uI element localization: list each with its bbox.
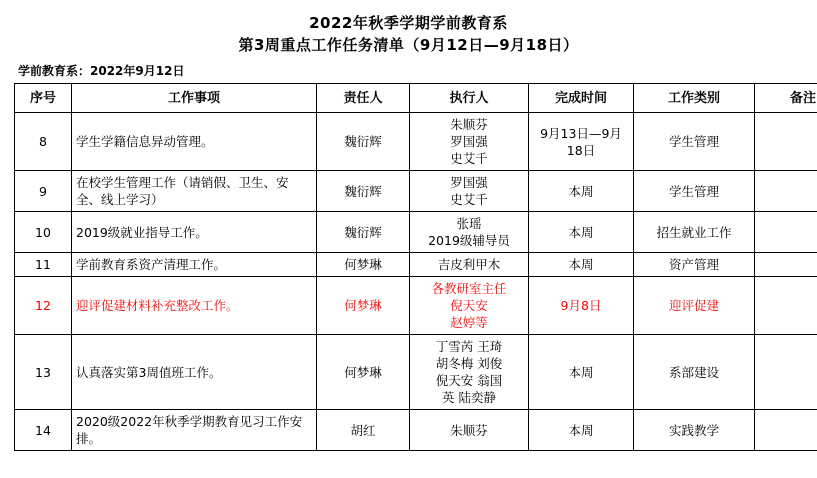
- cell-task: 认真落实第3周值班工作。: [72, 335, 317, 410]
- table-row: [15, 410, 817, 451]
- cell-deadline: 本周: [529, 335, 634, 410]
- cell-deadline: 本周: [529, 253, 634, 277]
- cell-executor: 丁雪芮 王琦 胡冬梅 刘俊 倪天安 翁国 英 陆奕静: [410, 335, 529, 410]
- cell-note: [755, 171, 817, 212]
- column-header-executor: 执行人: [410, 84, 529, 113]
- table-row: [15, 212, 817, 253]
- cell-responsible: 何梦琳: [317, 277, 410, 335]
- cell-responsible: 胡红: [317, 410, 410, 451]
- cell-note: [755, 253, 817, 277]
- cell-seq: 13: [15, 335, 72, 410]
- cell-task: 2019级就业指导工作。: [72, 212, 317, 253]
- cell-category: 迎评促建: [634, 277, 755, 335]
- column-header-task: 工作事项: [72, 84, 317, 113]
- cell-responsible: 魏衍辉: [317, 113, 410, 171]
- column-header-responsible: 责任人: [317, 84, 410, 113]
- cell-task: 迎评促建材料补充整改工作。: [72, 277, 317, 335]
- department-date-label: 学前教育系：2022年9月12日: [18, 64, 185, 78]
- cell-task: 学前教育系资产清理工作。: [72, 253, 317, 277]
- cell-executor: 朱顺芬 罗国强 史艾千: [410, 113, 529, 171]
- cell-deadline: 9月13日—9月 18日: [529, 113, 634, 171]
- cell-deadline: 本周: [529, 171, 634, 212]
- document-title: [14, 0, 803, 56]
- cell-seq: 10: [15, 212, 72, 253]
- column-header-deadline: 完成时间: [529, 84, 634, 113]
- cell-category: 招生就业工作: [634, 212, 755, 253]
- table-row: [15, 335, 817, 410]
- cell-note: [755, 410, 817, 451]
- cell-seq: 8: [15, 113, 72, 171]
- cell-category: 系部建设: [634, 335, 755, 410]
- table-row: [15, 113, 817, 171]
- cell-seq: 12: [15, 277, 72, 335]
- cell-executor: 张瑶 2019级辅导员: [410, 212, 529, 253]
- cell-note: [755, 277, 817, 335]
- table-body: [15, 113, 817, 451]
- cell-task: 在校学生管理工作（请销假、卫生、安全、线上学习）: [72, 171, 317, 212]
- cell-executor: 罗国强 史艾千: [410, 171, 529, 212]
- cell-executor: 各教研室主任 倪天安 赵婷等: [410, 277, 529, 335]
- cell-responsible: 何梦琳: [317, 253, 410, 277]
- table-row: [15, 253, 817, 277]
- cell-responsible: 魏衍辉: [317, 171, 410, 212]
- cell-task: 学生学籍信息异动管理。: [72, 113, 317, 171]
- column-header-category: 工作类别: [634, 84, 755, 113]
- cell-seq: 14: [15, 410, 72, 451]
- cell-responsible: 魏衍辉: [317, 212, 410, 253]
- table-row: [15, 171, 817, 212]
- cell-category: 学生管理: [634, 113, 755, 171]
- cell-executor: 朱顺芬: [410, 410, 529, 451]
- cell-seq: 11: [15, 253, 72, 277]
- cell-responsible: 何梦琳: [317, 335, 410, 410]
- cell-deadline: 本周: [529, 410, 634, 451]
- cell-seq: 9: [15, 171, 72, 212]
- work-task-table: [14, 83, 817, 451]
- table-row: [15, 277, 817, 335]
- cell-category: 学生管理: [634, 171, 755, 212]
- cell-deadline: 9月8日: [529, 277, 634, 335]
- cell-executor: 吉皮利甲木: [410, 253, 529, 277]
- cell-note: [755, 335, 817, 410]
- cell-deadline: 本周: [529, 212, 634, 253]
- cell-note: [755, 212, 817, 253]
- title-line-1: 2022年秋季学期学前教育系: [309, 14, 508, 32]
- column-header-seq: 序号: [15, 84, 72, 113]
- cell-note: [755, 113, 817, 171]
- table-header-row: [15, 84, 817, 113]
- title-line-2: 第3周重点工作任务清单（9月12日—9月18日）: [238, 36, 579, 54]
- column-header-note: 备注: [755, 84, 817, 113]
- cell-category: 资产管理: [634, 253, 755, 277]
- cell-task: 2020级2022年秋季学期教育见习工作安排。: [72, 410, 317, 451]
- cell-category: 实践教学: [634, 410, 755, 451]
